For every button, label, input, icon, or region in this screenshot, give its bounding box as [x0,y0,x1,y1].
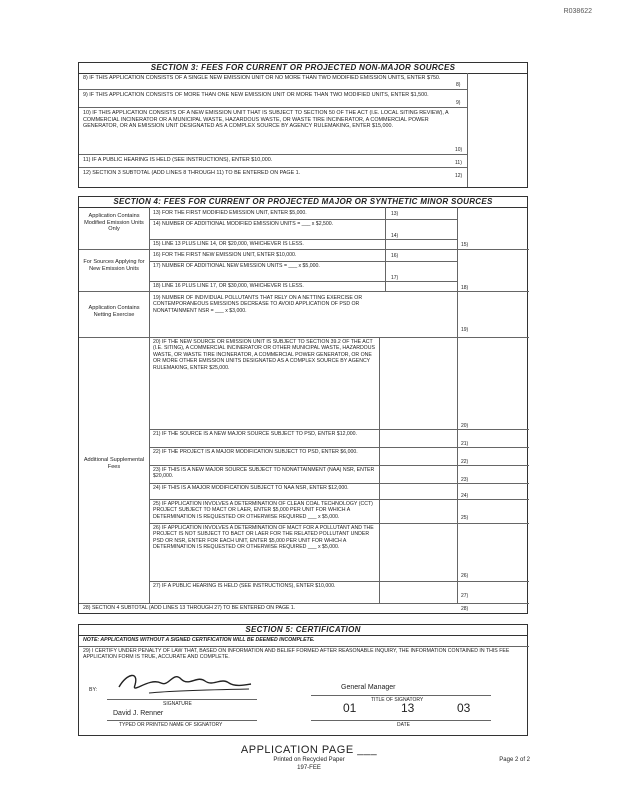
row-divider [149,499,529,500]
line-27: 27) IF A PUBLIC HEARING IS HELD (SEE INSTRUCTIONS), ENTER $10,000. [153,583,336,589]
line-25: 25) IF APPLICATION INVOLVES A DETERMINATION OF CLEAN COAL TECHNOLOGY (CCT) PROJECT SUBJECT TO MACT OR LAER, ENTER $5,000 PER UNIT FOR WHICH A DETERMINATION IS REQUESTED OR OTHERWISE REQUIRED ___ x $5,000. [153,501,373,520]
section-3-title: SECTION 3: FEES FOR CURRENT OR PROJECTED NON-MAJOR SOURCES [79,63,527,74]
row-divider [149,465,529,466]
line-8-ref: 8) [456,82,461,88]
section-4-box [78,196,528,614]
line-21: 21) IF THE SOURCE IS A NEW MAJOR SOURCE SUBJECT TO PSD, ENTER $12,000. [153,431,357,437]
category-new-units: For Sources Applying for New Emission Units [83,259,145,272]
row-divider [149,219,457,220]
row-divider [149,581,529,582]
signatory-title: General Manager [341,684,396,691]
line-11-ref: 11) [455,160,462,166]
section-5-box [78,624,528,736]
line-11: 11) IF A PUBLIC HEARING IS HELD (SEE INSTRUCTIONS), ENTER $10,000. [79,156,467,168]
line-12-ref: 12) [455,173,463,179]
line-22-ref: 22) [461,459,469,465]
row-divider [79,646,529,647]
row-divider [149,523,529,524]
name-line [107,720,257,721]
line-24-ref: 24) [461,493,469,499]
title-line [311,695,491,696]
line-15: 15) LINE 13 PLUS LINE 14, OR $20,000, WHICHEVER IS LESS. [153,241,304,247]
line-13-ref: 13) [391,211,399,217]
category-netting: Application Contains Netting Exercise [88,305,140,318]
line-26: 26) IF APPLICATION INVOLVES A DETERMINATION OF MACT FOR A POLLUTANT AND THE PROJECT IS NOT SUBJECT TO BACT OR LAER FOR THE RELATED POLLUTANT UNDER PSD OR NSR, ENTER FOR EACH UNIT, ENTER $5,000 PER UNIT FOR WHICH A DETERMINATION IS REQUESTED OR OTHERWISE REQUIRED ___ x $5,000. [153,525,374,551]
line-17-ref: 17) [391,275,399,281]
line-14-ref: 14) [391,233,399,239]
title-label: TITLE OF SIGNATORY [371,697,424,703]
signature-image [109,665,259,699]
row-divider [149,291,529,292]
line-18-ref: 18) [461,285,469,291]
footer-title: APPLICATION PAGE ___ [240,744,378,756]
row-divider [149,483,529,484]
date-label: DATE [397,722,410,728]
document-id: R038622 [563,8,592,15]
signatory-name: David J. Renner [113,710,164,717]
line-15-ref: 15) [461,242,469,248]
line-10-ref: 10) [455,147,463,153]
category-divider [79,291,149,292]
line-19: 19) NUMBER OF INDIVIDUAL POLLUTANTS THAT RELY ON A NETTING EXERCISE OR CONTEMPORANEOUS EMISSIONS DECREASE TO AVOID APPLICATION OF PSD OR NONATTAINMENT NSR = ___ x $3,000. [153,295,363,314]
line-13: 13) FOR THE FIRST MODIFIED EMISSION UNIT, ENTER $5,000. [153,210,307,216]
row-divider [149,447,529,448]
amount-column-divider-4 [457,207,458,603]
line-20-ref: 20) [461,423,469,429]
line-9: 9) IF THIS APPLICATION CONSISTS OF MORE THAN ONE NEW EMISSION UNIT OR MORE THAN TWO MODIFIED UNITS, ENTER $1,500. [79,91,467,108]
row-divider [149,337,529,338]
signature-line [107,699,257,700]
amount-column-divider [467,73,468,187]
certification-statement: 29) I CERTIFY UNDER PENALTY OF LAW THAT, BASED ON INFORMATION AND BELIEF FORMED AFTER REASONABLE INQUIRY, THE INFORMATION CONTAINED IN THIS FEE APPLICATION FORM IS TRUE, ACCURATE AND COMPLETE. [83,648,510,661]
row-divider [149,239,457,240]
line-26-ref: 26) [461,573,469,579]
row-divider [149,429,529,430]
section-5-title: SECTION 5: CERTIFICATION [79,625,527,636]
row-divider [149,261,457,262]
category-supplemental: Additional Supplemental Fees [83,457,145,470]
by-label: BY: [89,687,98,693]
line-8: 8) IF THIS APPLICATION CONSISTS OF A SINGLE NEW EMISSION UNIT OR NO MORE THAN TWO MODIFIED EMISSION UNITS, ENTER $750. [79,74,467,90]
line-10: 10) IF THIS APPLICATION CONSISTS OF A NEW EMISSION UNIT THAT IS SUBJECT TO SECTION 50 OF THE ACT (I.E. LOCAL SITING REVIEW), A COMMERCIAL INCINERATOR OR A MUNICIPAL WASTE, HAZARDOUS WASTE, OR WASTE TIRE INCINERATOR, A COMMERCIAL POWER GENERATOR, OR AN EMISSION UNIT DESIGNATED AS A COMPLEX SOURCE BY AGENCY RULEMAKING, ENTER $15,000. [79,109,467,155]
section-4-title: SECTION 4: FEES FOR CURRENT OR PROJECTED MAJOR OR SYNTHETIC MINOR SOURCES [79,197,527,208]
line-21-ref: 21) [461,441,469,447]
line-16: 16) FOR THE FIRST NEW EMISSION UNIT, ENTER $10,000. [153,252,297,258]
row-divider [149,281,457,282]
date-year: 03 [457,701,471,715]
line-14: 14) NUMBER OF ADDITIONAL MODIFIED EMISSION UNITS = ___ x $2,500. [153,221,334,227]
line-25-ref: 25) [461,515,469,521]
category-divider [79,249,149,250]
line-22: 22) IF THE PROJECT IS A MAJOR MODIFICATION SUBJECT TO PSD, ENTER $6,000. [153,449,358,455]
category-column-divider [149,207,150,603]
line-27-ref: 27) [461,593,469,599]
line-9-ref: 9) [456,100,461,106]
line-24: 24) IF THIS IS A MAJOR MODIFICATION SUBJECT TO NAA NSR, ENTER $12,000. [153,485,349,491]
category-divider [79,337,149,338]
name-label: TYPED OR PRINTED NAME OF SIGNATORY [119,722,223,728]
line-16-ref: 16) [391,253,399,259]
date-day: 13 [401,701,415,715]
category-modified-units: Application Contains Modified Emission Units Only [84,213,144,233]
line-12: 12) SECTION 3 SUBTOTAL (ADD LINES 8 THROUGH 11) TO BE ENTERED ON PAGE 1. [83,170,301,176]
line-19-ref: 19) [461,327,469,333]
line-17: 17) NUMBER OF ADDITIONAL NEW EMISSION UNITS = ___ x $5,000. [153,263,320,269]
supplemental-divider [379,337,380,603]
row-divider [149,249,529,250]
date-line [311,720,491,721]
certification-note: NOTE: APPLICATIONS WITHOUT A SIGNED CERTIFICATION WILL BE DEEMED INCOMPLETE. [83,637,315,643]
line-23-ref: 23) [461,477,469,483]
line-28: 28) SECTION 4 SUBTOTAL (ADD LINES 13 THROUGH 27) TO BE ENTERED ON PAGE 1. [83,605,296,611]
line-20: 20) IF THE NEW SOURCE OR EMISSION UNIT IS SUBJECT TO SECTION 39.2 OF THE ACT (I.E. SITING), A COMMERCIAL INCINERATOR OR OTHER MUNICIPAL WASTE, HAZARDOUS WASTE, OR WASTE TIRE INCINERATOR, A COMMERCIAL POWER GENERATOR, OR ONE OR MORE OTHER EMISSION UNITS DESIGNATED AS A COMPLEX SOURCE BY AGENCY RULEMAKING, ENTER $25,000. [153,339,375,371]
signature-label: SIGNATURE [163,701,192,707]
section-3-box [78,62,528,188]
footer-form-number: 197-FEE [297,765,321,771]
date-month: 01 [343,701,357,715]
line-28-ref: 28) [461,606,469,612]
footer-page-number: Page 2 of 2 [499,757,530,763]
row-divider [79,603,529,604]
footer-subtitle: Printed on Recycled Paper [273,757,345,763]
line-23: 23) IF THIS IS A NEW MAJOR SOURCE SUBJECT TO NONATTAINMENT (NAA) NSR, ENTER $20,000. [153,467,375,480]
line-18: 18) LINE 16 PLUS LINE 17, OR $30,000, WHICHEVER IS LESS. [153,283,304,289]
